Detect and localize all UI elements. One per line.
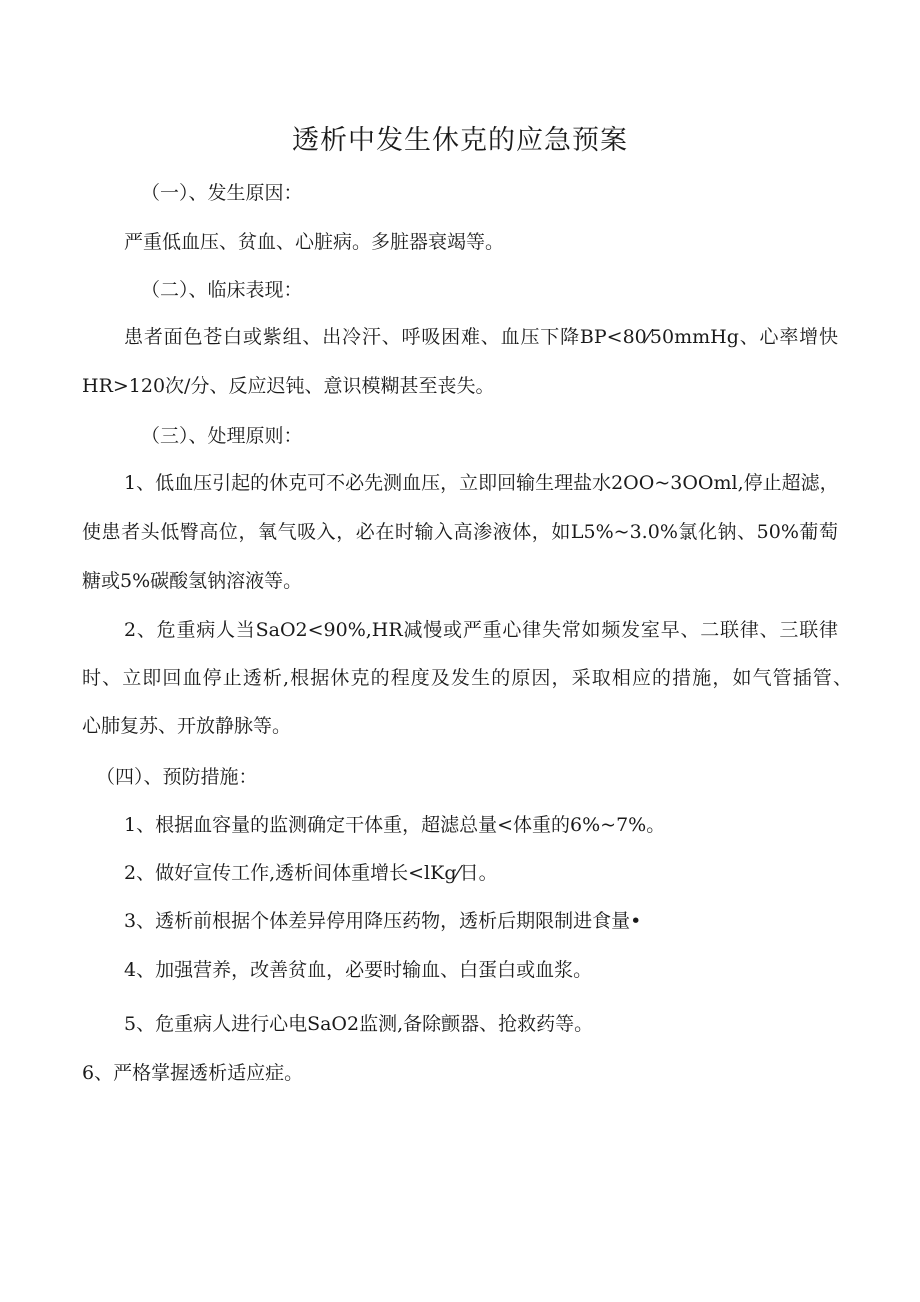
section-heading-causes: （一）、发生原因： <box>141 182 303 204</box>
prevention-item-1: 1、根据血容量的监测确定干体重，超滤总量<体重的6%~7%。 <box>124 814 666 836</box>
section-heading-symptoms: （二）、临床表现： <box>141 279 303 301</box>
document-title: 透析中发生休克的应急预案 <box>292 125 628 156</box>
treatment-item-1-line-1: 1、低血压引起的休克可不必先测血压，立即回输生理盐水2OO~3OOml,停止超滤， <box>124 472 839 494</box>
symptoms-line-1: 患者面色苍白或紫组、出冷汗、呼吸困难、血压下降BP<80⁄50mmHg、心率增快 <box>124 326 838 348</box>
causes-text: 严重低血压、贫血、心脏病。多脏器衰竭等。 <box>124 231 505 253</box>
treatment-item-1-line-3: 糖或5%碳酸氢钠溶液等。 <box>82 570 303 592</box>
section-heading-treatment: （三）、处理原则： <box>141 425 303 447</box>
section-heading-prevention: （四）、预防措施： <box>96 766 258 788</box>
treatment-item-2-line-2: 时、立即回血停止透析,根据休克的程度及发生的原因，采取相应的措施，如气管插管、 <box>82 667 852 689</box>
treatment-item-1-line-2: 使患者头低臀高位，氧气吸入，必在时输入高渗液体，如L5%~3.0%氯化钠、50%葡萄 <box>82 521 838 543</box>
prevention-item-5: 5、危重病人进行心电SaO2监测,备除颤器、抢救药等。 <box>124 1013 594 1035</box>
prevention-item-4: 4、加强营养，改善贫血，必要时输血、白蛋白或血浆。 <box>124 959 593 981</box>
treatment-item-2-line-1: 2、危重病人当SaO2<90%,HR减慢或严重心律失常如频发室早、二联律、三联律 <box>124 619 838 641</box>
prevention-item-3: 3、透析前根据个体差异停用降压药物，透析后期限制进食量• <box>124 910 642 932</box>
prevention-item-2: 2、做好宣传工作,透析间体重增长<lKg⁄日。 <box>124 862 498 884</box>
symptoms-line-2: HR>120次/分、反应迟钝、意识模糊甚至丧失。 <box>82 375 495 397</box>
treatment-item-2-line-3: 心肺复苏、开放静脉等。 <box>82 715 292 737</box>
prevention-item-6: 6、严格掌握透析适应症。 <box>82 1062 304 1084</box>
